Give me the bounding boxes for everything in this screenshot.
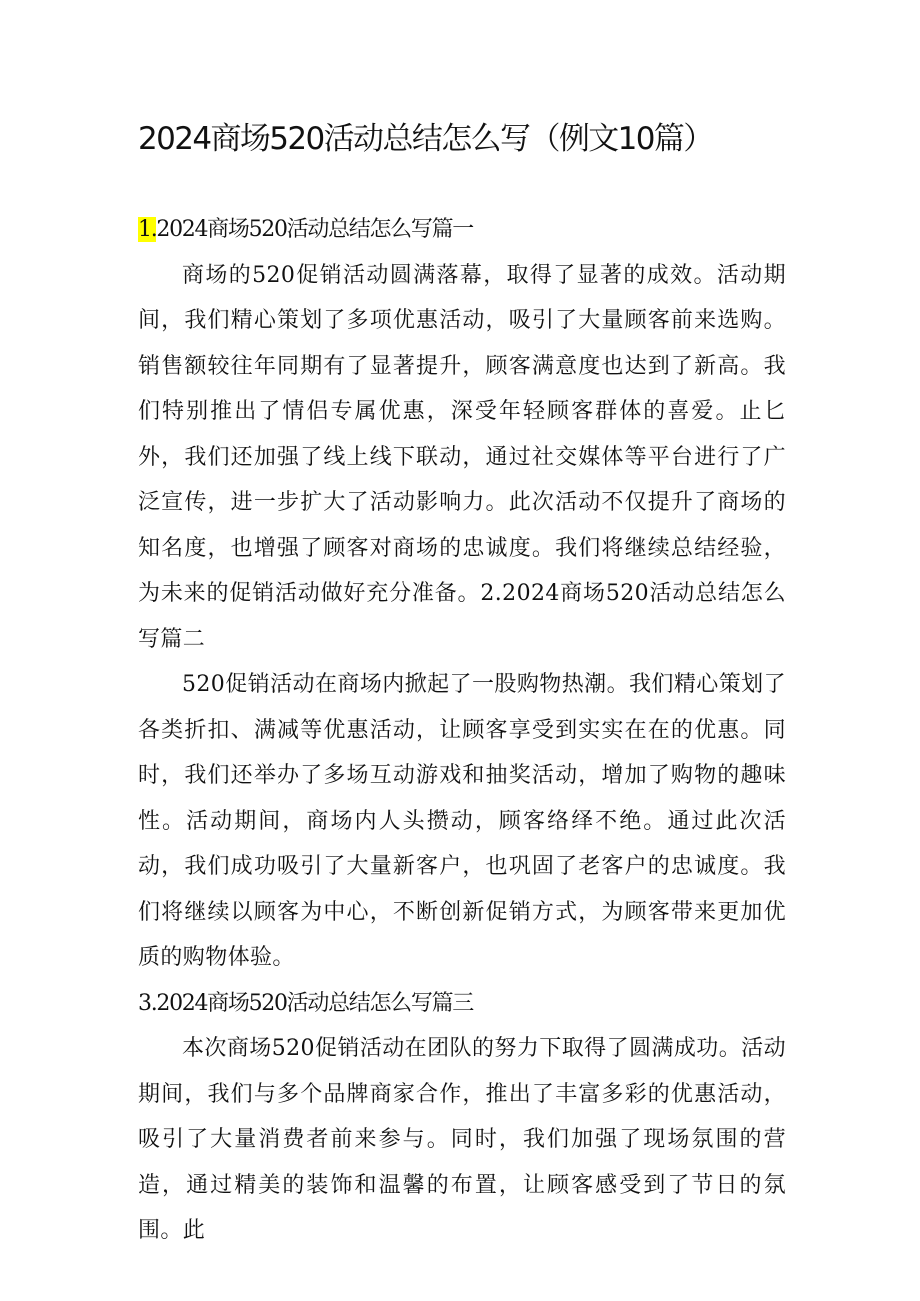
section-1-heading [138,207,786,253]
section-3-paragraph: 本次商场520促销活动在团队的努力下取得了圆满成功。活动期间，我们与多个品牌商家合作，推出了丰富多彩的优惠活动，吸引了大量消费者前来参与。同时，我们加强了现场氛围的营造，通过精美的装饰和温馨的布置，让顾客感受到了节日的氛围。此 [138,1036,786,1243]
section-3-heading: 3.2024商场520活动总结怎么写篇三 [138,990,473,1016]
document-body [138,207,786,1254]
document-title: 2024商场520活动总结怎么写（例文10篇） [138,121,713,157]
highlighted-section-number: 1. [138,217,157,242]
section-1-heading-text: 2024商场520活动总结怎么写篇一 [156,217,473,242]
section-1-paragraph: 商场的520促销活动圆满落幕，取得了显著的成效。活动期间，我们精心策划了多项优惠活动，吸引了大量顾客前来选购。销售额较往年同期有了显著提升，顾客满意度也达到了新高。我们特别推出了情侣专属优惠，深受年轻顾客群体的喜爱。止匕外，我们还加强了线上线下联动，通过社交媒体等平台进行了广泛宣传，进一步扩大了活动影响力。此次活动不仅提升了商场的知名度，也增强了顾客对商场的忠诚度。我们将继续总结经验，为未来的促销活动做好充分准备。2.2024商场520活动总结怎么写篇二 [138,262,786,652]
section-2-paragraph: 520促销活动在商场内掀起了一股购物热潮。我们精心策划了各类折扣、满减等优惠活动，让顾客享受到实实在在的优惠。同时，我们还举办了多场互动游戏和抽奖活动，增加了购物的趣味性。活动期间，商场内人头攒动，顾客络绎不绝。通过此次活动，我们成功吸引了大量新客户，也巩固了老客户的忠诚度。我们将继续以顾客为中心，不断创新促销方式，为顾客带来更加优质的购物体验。 [138,672,786,970]
